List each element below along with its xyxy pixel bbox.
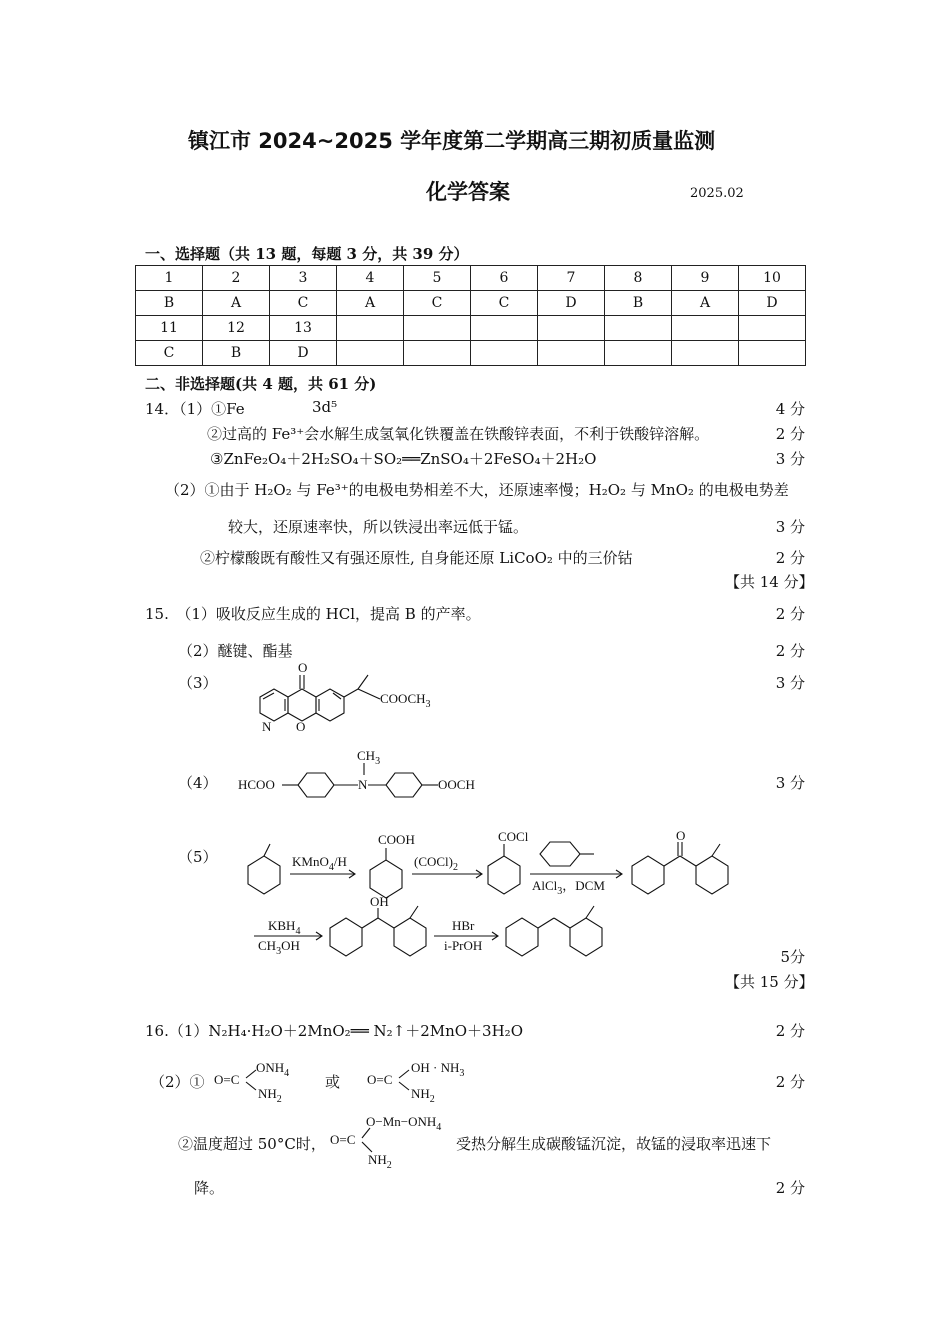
q16-a-onh4-sub: 4 <box>284 1068 290 1079</box>
route-kmno4-h: /H <box>333 854 347 869</box>
answer-cell: D <box>538 291 605 316</box>
q16-a-onh4: ONH <box>256 1060 285 1075</box>
answer-cell: C <box>471 291 538 316</box>
route-ch3oh-oh: OH <box>281 938 300 953</box>
svg-text:NH2 <box>258 1086 282 1102</box>
q15-4-methyl: CH <box>357 748 376 763</box>
answer-cell <box>337 341 404 366</box>
q16-c-nh2: NH <box>368 1152 387 1167</box>
route-cooh: COOH <box>378 832 415 847</box>
q14-score6: 2 分 <box>775 549 805 567</box>
q14-line5: 较大，还原速率快，所以铁浸出率远低于锰。 <box>228 518 529 536</box>
q14-line2: ②过高的 Fe³⁺会水解生成氢氧化铁覆盖在铁酸锌表面，不利于铁酸锌溶解。 <box>207 425 710 443</box>
q16-a-oc: O=C <box>214 1072 240 1087</box>
route-alcl3: AlCl <box>532 878 558 893</box>
question-number-cell: 9 <box>672 266 739 291</box>
svg-text:AlCl3，DCM <box>532 878 605 897</box>
q15-score2: 2 分 <box>775 642 805 660</box>
svg-text:NH2 <box>368 1152 392 1168</box>
route-cocl: COCl <box>498 829 529 844</box>
q15-synthesis-route <box>230 828 770 958</box>
route-cocl2-sub: 2 <box>453 862 458 873</box>
answer-cell: B <box>136 291 203 316</box>
question-number-cell <box>672 316 739 341</box>
svg-text:CH3 <box>357 748 380 767</box>
answer-cell <box>404 341 471 366</box>
svg-text:CH3OH <box>258 938 300 957</box>
answer-cell <box>471 341 538 366</box>
route-ch3oh: CH <box>258 938 277 953</box>
route-kbh4-sub: 4 <box>295 926 301 937</box>
q15-4-hcoo: HCOO <box>238 777 275 792</box>
question-number-cell <box>739 316 806 341</box>
q16-structure-a <box>212 1058 322 1102</box>
q16-b-oh-nh3: OH · NH <box>411 1060 460 1075</box>
answer-cell: D <box>270 341 337 366</box>
question-number-cell <box>337 316 404 341</box>
route-oh: OH <box>370 894 389 909</box>
q16-line4: 降。 <box>194 1179 225 1197</box>
question-number-cell: 3 <box>270 266 337 291</box>
question-number-cell <box>538 316 605 341</box>
answer-row <box>136 291 806 316</box>
q14-score2: 2 分 <box>775 425 805 443</box>
document-title: 镇江市 2024~2025 学年度第二学期高三期初质量监测 <box>188 129 716 153</box>
route-cocl2: (COCl) <box>414 854 453 869</box>
q15-structure-4 <box>230 745 500 815</box>
answer-cell <box>605 341 672 366</box>
q15-score1: 2 分 <box>775 605 805 623</box>
q16-score1: 2 分 <box>775 1022 805 1040</box>
question-number-cell: 8 <box>605 266 672 291</box>
q15-3-ester: COOCH <box>380 691 426 706</box>
answer-cell <box>538 341 605 366</box>
question-number-cell: 2 <box>203 266 270 291</box>
question-number-cell <box>471 316 538 341</box>
answer-cell <box>672 341 739 366</box>
q16-line3b: 受热分解生成碳酸锰沉淀，故锰的浸取率迅速下 <box>456 1135 772 1153</box>
q14-score1: 4 分 <box>775 400 805 418</box>
question-number-cell: 11 <box>136 316 203 341</box>
question-number-cell <box>605 316 672 341</box>
svg-text:OH · NH3 <box>411 1060 464 1079</box>
svg-text:KMnO4/H <box>292 854 347 873</box>
q14-total: 【共 14 分】 <box>725 573 814 591</box>
document-subtitle: 化学答案 <box>426 180 510 204</box>
q16-b-nh2-sub: 2 <box>429 1094 435 1102</box>
q15-structure-3 <box>240 655 460 745</box>
q16-structure-c <box>328 1112 453 1168</box>
q14-score3: 3 分 <box>775 450 805 468</box>
q16-c-omn: O−Mn−ONH <box>366 1114 437 1129</box>
q15-label3: （3） <box>178 674 218 692</box>
question-number-cell: 4 <box>337 266 404 291</box>
answer-cell: B <box>203 341 270 366</box>
q14-line1: 14．（1）①Fe <box>145 400 245 418</box>
q15-score4: 3 分 <box>775 774 805 792</box>
q16-or: 或 <box>325 1073 341 1091</box>
q15-3-ketone-o: O <box>298 660 308 675</box>
question-number-cell: 10 <box>739 266 806 291</box>
q15-total: 【共 15 分】 <box>725 973 814 991</box>
answer-cell: D <box>739 291 806 316</box>
q16-line3a: ②温度超过 50°C时， <box>178 1135 326 1153</box>
q15-label5: （5） <box>178 848 218 866</box>
route-alcl3-sub: 3 <box>557 886 563 897</box>
q16-b-oh-nh3-sub: 3 <box>459 1068 465 1079</box>
svg-text:(COCl)2 <box>414 854 458 873</box>
q15-3-ring-o: O <box>296 719 306 734</box>
question-number-row <box>136 266 806 291</box>
section2-heading: 二、非选择题(共 4 题，共 61 分) <box>145 375 377 393</box>
answer-table <box>135 265 806 366</box>
q15-score3: 3 分 <box>775 674 805 692</box>
answer-cell: C <box>404 291 471 316</box>
answer-cell: A <box>337 291 404 316</box>
route-kmno4-sub: 4 <box>328 862 334 873</box>
svg-text:NH2 <box>411 1086 435 1102</box>
svg-text:COOCH3 <box>380 691 431 710</box>
route-iproh: i-PrOH <box>444 938 483 953</box>
svg-text:O−Mn−ONH4 <box>366 1114 441 1133</box>
route-kbh4: KBH <box>268 918 296 933</box>
q16-b-nh2: NH <box>411 1086 430 1101</box>
question-number-cell: 6 <box>471 266 538 291</box>
q15-line2: （2）醚键、酯基 <box>178 642 293 660</box>
route-ketone-o: O <box>676 828 686 843</box>
route-ch3oh-sub: 3 <box>276 946 282 957</box>
answer-row <box>136 341 806 366</box>
answer-cell <box>739 341 806 366</box>
q15-score5: 5分 <box>780 948 805 966</box>
answer-cell: C <box>270 291 337 316</box>
q14-score5: 3 分 <box>775 518 805 536</box>
q16-score4: 2 分 <box>775 1179 805 1197</box>
q16-a-nh2: NH <box>258 1086 277 1101</box>
question-number-cell: 12 <box>203 316 270 341</box>
q16-c-oc: O=C <box>330 1132 356 1147</box>
question-number-cell: 1 <box>136 266 203 291</box>
q14-line4: （2）①由于 H₂O₂ 与 Fe³⁺的电极电势相差不大，还原速率慢；H₂O₂ 与 MnO₂ 的电极电势差 <box>165 481 789 499</box>
question-number-cell: 7 <box>538 266 605 291</box>
route-dcm: ，DCM <box>562 878 605 893</box>
q14-line3: ③ZnFe₂O₄＋2H₂SO₄＋SO₂══ZnSO₄＋2FeSO₄＋2H₂O <box>210 450 597 468</box>
q16-c-nh2-sub: 2 <box>386 1160 392 1168</box>
route-hbr: HBr <box>452 918 475 933</box>
document-date: 2025.02 <box>690 186 744 201</box>
q16-a-nh2-sub: 2 <box>276 1094 282 1102</box>
question-number-cell: 5 <box>404 266 471 291</box>
q14-electron-config: 3d⁵ <box>312 398 338 416</box>
question-number-row <box>136 316 806 341</box>
q16-structure-b <box>365 1058 505 1102</box>
answer-cell: A <box>672 291 739 316</box>
svg-text:KBH4 <box>268 918 300 937</box>
q16-score2: 2 分 <box>775 1073 805 1091</box>
answer-cell: C <box>136 341 203 366</box>
q16-c-omn-sub: 4 <box>436 1122 442 1133</box>
svg-text:ONH4 <box>256 1060 289 1079</box>
answer-cell: A <box>203 291 270 316</box>
question-number-cell: 13 <box>270 316 337 341</box>
q15-4-ooch: OOCH <box>438 777 475 792</box>
question-number-cell <box>404 316 471 341</box>
q16-b-oc: O=C <box>367 1072 393 1087</box>
route-kmno4: KMnO <box>292 854 329 869</box>
section1-heading: 一、选择题（共 13 题，每题 3 分，共 39 分） <box>145 245 469 263</box>
q15-3-n: N <box>262 719 272 734</box>
q14-line6: ②柠檬酸既有酸性又有强还原性, 自身能还原 LiCoO₂ 中的三价钴 <box>200 549 633 567</box>
q15-4-methyl-sub: 3 <box>375 756 381 767</box>
q15-label4: （4） <box>178 774 218 792</box>
q15-3-ester-sub: 3 <box>425 699 431 710</box>
q15-line1: 15. （1）吸收反应生成的 HCl，提高 B 的产率。 <box>145 605 481 623</box>
answer-cell: B <box>605 291 672 316</box>
q16-label2: （2）① <box>150 1073 205 1091</box>
q16-line1: 16.（1）N₂H₄·H₂O＋2MnO₂══ N₂↑＋2MnO＋3H₂O <box>145 1022 523 1040</box>
q15-4-n: N <box>358 777 368 792</box>
